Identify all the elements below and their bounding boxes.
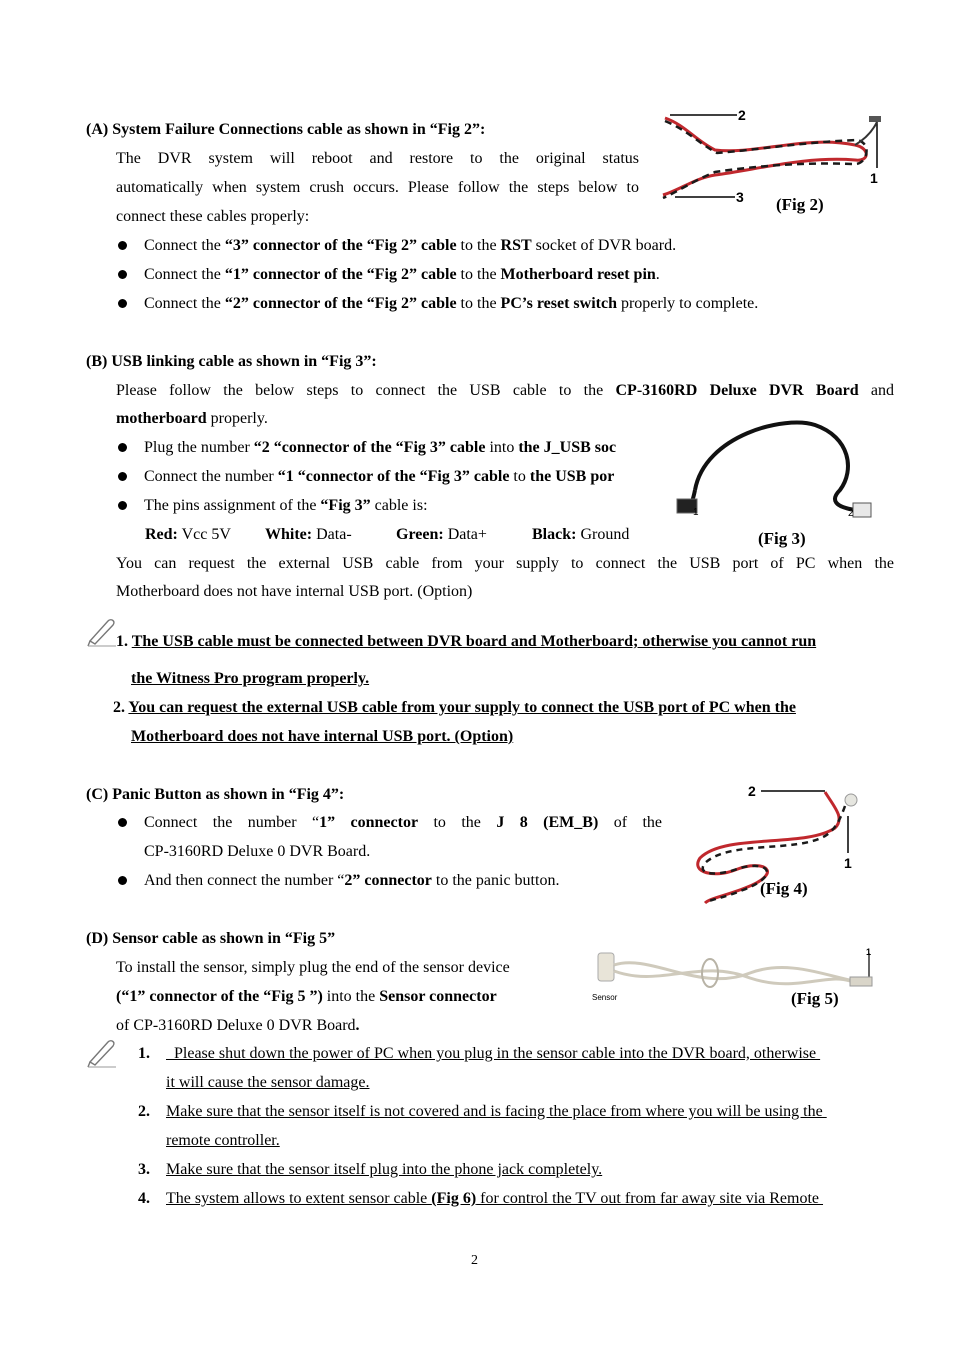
- bullet-dot: [118, 241, 127, 250]
- fig-4-label: 2: [748, 783, 756, 799]
- fig-5-caption: (Fig 5): [791, 989, 839, 1008]
- section-b-heading: (B) USB linking cable as shown in “Fig 3”:: [86, 353, 377, 370]
- note-1-item-2: 2. You can request the external USB cable from your supply to connect the USB port of PC when the: [113, 699, 796, 716]
- note-2-item-2-cont: remote controller.: [166, 1132, 280, 1149]
- bullet-dot: [118, 818, 127, 827]
- bullet-dot: [118, 501, 127, 510]
- fig-3-caption: (Fig 3): [758, 529, 806, 548]
- pin-red: Red: Vcc 5V: [145, 526, 231, 543]
- fig-2-label: 1: [870, 170, 878, 186]
- note-2-num: 3.: [138, 1161, 150, 1178]
- section-a-bullet-3: Connect the “2” connector of the “Fig 2” cable to the PC’s reset switch properly to complete.: [144, 295, 759, 312]
- note-2-item-4: The system allows to extent sensor cable (Fig 6) for control the TV out from far away site via Remote: [166, 1190, 824, 1207]
- section-b-bullet-3: The pins assignment of the “Fig 3” cable is:: [144, 497, 428, 514]
- section-a-heading: (A) System Failure Connections cable as shown in “Fig 2”:: [86, 121, 486, 138]
- section-d-para: of CP-3160RD Deluxe 0 DVR Board.: [116, 1017, 360, 1034]
- pen-note-icon: [86, 1036, 120, 1068]
- bullet-dot: [118, 270, 127, 279]
- bullet-dot: [118, 299, 127, 308]
- fig-2-label: 2: [738, 107, 746, 123]
- section-a-bullet-1: Connect the “3” connector of the “Fig 2” cable to the RST socket of DVR board.: [144, 237, 677, 254]
- note-2-item-1: Please shut down the power of PC when you plug in the sensor cable into the DVR board, otherwise: [166, 1045, 821, 1062]
- bullet-dot: [118, 472, 127, 481]
- note-1-item-2-cont: Motherboard does not have internal USB port. (Option): [131, 728, 514, 745]
- pin-green: Green: Data+: [396, 526, 487, 543]
- section-b-bullet-2: Connect the number “1 “connector of the “Fig 3” cable to the USB por: [144, 468, 615, 485]
- fig-5-cable-image: [590, 943, 885, 1003]
- section-c-heading: (C) Panic Button as shown in “Fig 4”:: [86, 786, 345, 803]
- note-2-num: 4.: [138, 1190, 150, 1207]
- note-2-item-3: Make sure that the sensor itself plug into the phone jack completely.: [166, 1161, 603, 1178]
- note-1-item-1-cont: the Witness Pro program properly.: [131, 670, 370, 687]
- section-b-para: Motherboard does not have internal USB port. (Option): [116, 583, 473, 600]
- fig-3-label: 1: [693, 507, 699, 518]
- section-d-para: To install the sensor, simply plug the end of the sensor device: [116, 959, 510, 976]
- section-d-heading: (D) Sensor cable as shown in “Fig 5”: [86, 930, 336, 947]
- section-d-para: (“1” connector of the “Fig 5 ”) into the Sensor connector: [116, 988, 497, 1005]
- section-b-para: motherboard properly.: [116, 410, 268, 427]
- fig-2-caption: (Fig 2): [776, 195, 824, 214]
- fig-4-caption: (Fig 4): [760, 879, 808, 898]
- page-number: 2: [471, 1253, 478, 1268]
- section-b-bullet-1: Plug the number “2 “connector of the “Fig 3” cable into the J_USB soc: [144, 439, 617, 456]
- bullet-dot: [118, 876, 127, 885]
- section-a-para: automatically when system crush occurs. Please follow the steps below to: [116, 179, 639, 196]
- note-2-num: 1.: [138, 1045, 150, 1062]
- note-2-item-1-cont: it will cause the sensor damage.: [166, 1074, 370, 1091]
- section-c-bullet-1-cont: CP-3160RD Deluxe 0 DVR Board.: [144, 843, 371, 860]
- fig-4-label: 1: [844, 855, 852, 871]
- section-a-para: The DVR system will reboot and restore to the original status: [116, 150, 639, 167]
- fig-3-cable-image: [665, 415, 890, 525]
- note-1-item-1: 1. The USB cable must be connected between DVR board and Motherboard; otherwise you cannot run: [116, 633, 817, 650]
- fig-5-label: Sensor: [592, 993, 618, 1002]
- section-b-para: Please follow the below steps to connect the USB cable to the CP-3160RD Deluxe DVR Board and: [116, 382, 895, 399]
- section-a-bullet-2: Connect the “1” connector of the “Fig 2” cable to the Motherboard reset pin.: [144, 266, 660, 283]
- pin-white: White: Data-: [265, 526, 352, 543]
- section-c-bullet-1: Connect the number “1” connector to the J 8 (EM_B) of the: [144, 814, 662, 831]
- pin-black: Black: Ground: [532, 526, 630, 543]
- section-a-para: connect these cables properly:: [116, 208, 310, 225]
- fig-3-label: 2: [848, 508, 854, 519]
- fig-2-cable-image: [655, 100, 890, 215]
- section-b-para: You can request the external USB cable from your supply to connect the USB port of PC when the: [116, 555, 894, 572]
- fig-5-label: 1: [866, 947, 872, 957]
- note-2-item-2: Make sure that the sensor itself is not covered and is facing the place from where you will be using the: [166, 1103, 827, 1120]
- section-c-bullet-2: And then connect the number “2” connector to the panic button.: [144, 872, 560, 889]
- pen-note-icon: [86, 615, 120, 647]
- note-2-num: 2.: [138, 1103, 150, 1120]
- fig-2-label: 3: [736, 189, 744, 205]
- bullet-dot: [118, 443, 127, 452]
